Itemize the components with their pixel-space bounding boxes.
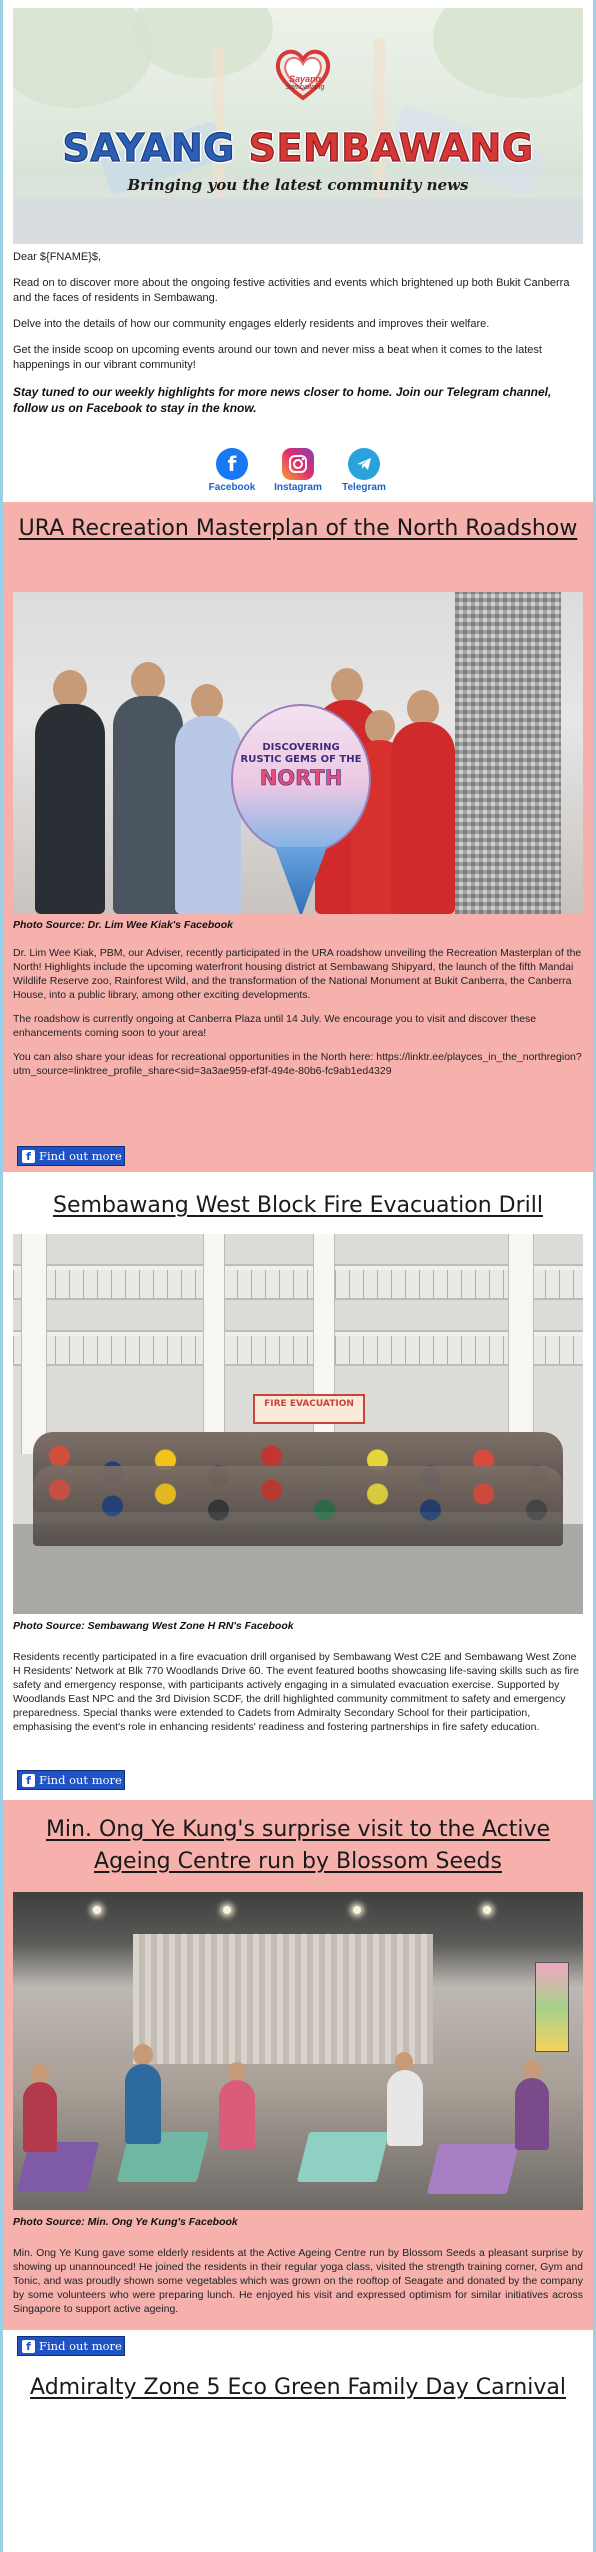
facebook-link[interactable]: f Facebook <box>202 448 262 493</box>
photo-caption: Photo Source: Min. Ong Ye Kung's Facebook <box>13 2216 238 2228</box>
section-title: Sembawang West Block Fire Evacuation Drill <box>53 1193 543 1218</box>
section-body: Dr. Lim Wee Kiak, PBM, our Adviser, recently participated in the URA roadshow unveiling the Recreation Masterplan of the North! Highlights include the upcoming waterfront housing district at Sembawang Shipyard, the launch of the fifth Mandai Wildlife Reserve zoo, Rainforest Wild, and the transformation of the National Monument at Bukit Canberra, the Canberra House, into a public library, among other exciting developments. The roadshow is currently ongoing at Canberra Plaza until 14 July. We encourage you to visit and discover these enhancements coming soon to your area! You can also share your ideas for recreational opportunities in the North here: https://linktr.ee/playces_in_the_northregion?utm_source=linktree_profile_share<sid=3a3ae959-ef3f-494e-80b6-fc9ab1ed4329 <box>13 947 582 1077</box>
intro-paragraph: Read on to discover more about the ongoing festive activities and events which brightened up both Bukit Canberra and the faces of residents in Sembawang. <box>13 277 570 304</box>
facebook-icon: f <box>22 2340 35 2353</box>
fire-evacuation-banner: FIRE EVACUATION <box>253 1394 365 1424</box>
intro-paragraph: Get the inside scoop on upcoming events around our town and never miss a beat when it comes to the latest happenings in our vibrant community! <box>13 344 542 371</box>
telegram-icon[interactable] <box>348 448 380 480</box>
intro-paragraph: Delve into the details of how our community engages elderly residents and improves their welfare. <box>13 318 490 330</box>
find-out-more-button[interactable]: f Find out more <box>17 2336 125 2356</box>
banner-subtitle: Bringing you the latest community news <box>127 176 469 194</box>
intro-text <box>13 250 583 427</box>
section-title: Admiralty Zone 5 Eco Green Family Day Carnival <box>30 2375 566 2400</box>
header-banner <box>13 8 583 244</box>
banner-title: SAYANG SEMBAWANG <box>62 126 534 170</box>
section-title: URA Recreation Masterplan of the North Roadshow <box>18 516 578 541</box>
instagram-icon[interactable] <box>282 448 314 480</box>
logo-text: Sayang Sembawang <box>285 74 325 91</box>
sign-text: DISCOVERING RUSTIC GEMS OF THE NORTH <box>240 742 362 790</box>
facebook-icon[interactable]: f <box>216 448 248 480</box>
photo-caption: Photo Source: Sembawang West Zone H RN's Facebook <box>13 1620 294 1632</box>
yoga-class-photo <box>13 1892 583 2210</box>
stay-tuned-text: Stay tuned to our weekly highlights for more news closer to home. Join our Telegram channel, follow us on Facebook to stay in the know. <box>13 385 552 415</box>
photo-caption: Photo Source: Dr. Lim Wee Kiak's Facebook <box>13 919 233 931</box>
find-out-more-button[interactable]: f Find out more <box>17 1770 125 1790</box>
find-out-more-button[interactable]: f Find out more <box>17 1146 125 1166</box>
heart-logo-icon <box>273 44 333 102</box>
instagram-link[interactable]: Instagram <box>268 448 328 493</box>
greeting: Dear ${FNAME}$, <box>13 251 102 263</box>
social-links <box>0 448 596 500</box>
facebook-icon: f <box>22 1150 35 1163</box>
section-body: Residents recently participated in a fire evacuation drill organised by Sembawang West C2E and Sembawang West Zone H Residents' Network at Blk 770 Woodlands Drive 60. The event featured booths showcasing life-saving skills such as fire safety and emergency response, with participants actively engaging in a simulated evacuation exercise. Supported by Woodlands East NPC and the 3rd Division SCDF, the drill highlighted community commitment to safety and emergency preparedness. Special thanks were extended to Cadets from Admiralty Secondary School for their participation, emphasising the event's role in enhancing residents' readiness and fostering partnerships in fire safety education. <box>13 1651 579 1733</box>
facebook-icon: f <box>22 1774 35 1787</box>
section-body: Min. Ong Ye Kung gave some elderly residents at the Active Ageing Centre run by Blossom Seeds a pleasant surprise by showing up unannounced! He joined the residents in their regular yoga class, visited the strength training corner, Gym and Tonic, and was proudly shown some vegetables which was grown on the rooftop of Seagate and donated by the company by some volunteers who were preparing lunch. He enjoyed his visit and expressed optimism for similar initiatives across Singapore to support active ageing. <box>13 2247 583 2315</box>
section-title: Min. Ong Ye Kung's surprise visit to the Active Ageing Centre run by Blossom Seeds <box>45 1817 551 1874</box>
roadshow-photo <box>13 592 583 914</box>
fire-drill-photo <box>13 1234 583 1614</box>
telegram-link[interactable]: Telegram <box>334 448 394 493</box>
